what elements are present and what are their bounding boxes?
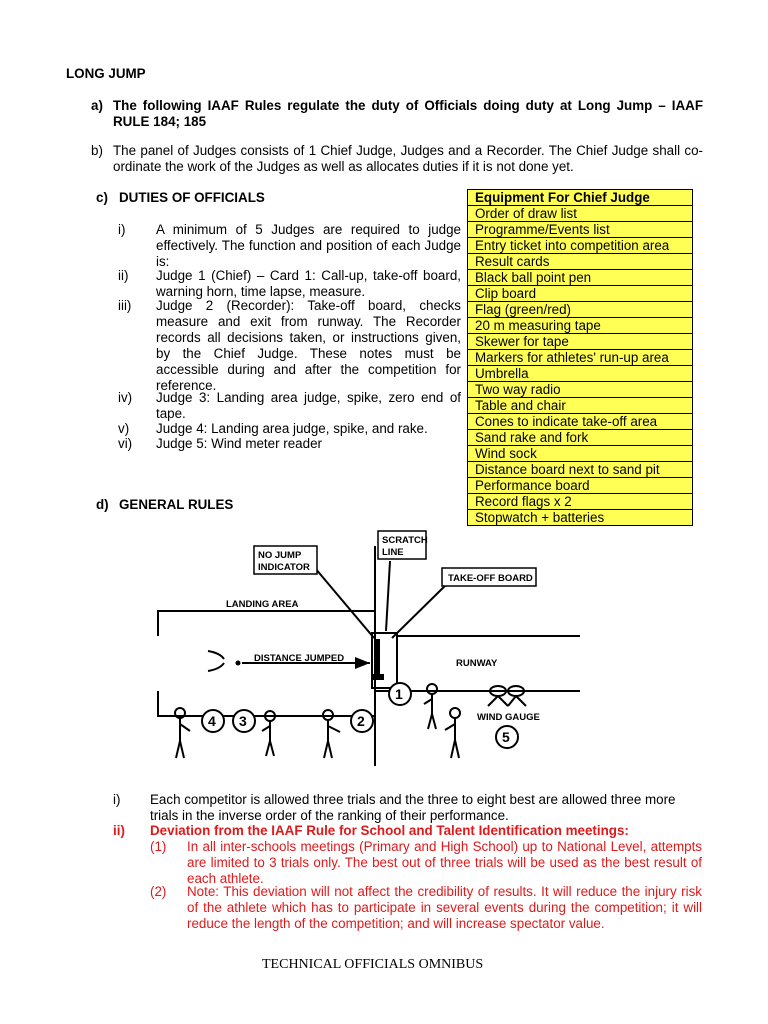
duty-num: v) — [118, 421, 130, 436]
landing-area-outline — [158, 611, 375, 636]
section-a-label: a) — [91, 98, 103, 113]
section-c-label: c) — [96, 190, 108, 205]
rule-ii-heading: Deviation from the IAAF Rule for School and Talent Identification meetings: — [150, 823, 629, 838]
judge-figure — [262, 711, 275, 756]
rule-sub-text: In all inter-schools meetings (Primary and High School) up to National Level, attempts are limited to 3 trials only. The best out of three trials will be used as the best result of each athlete. — [187, 839, 702, 886]
equipment-item: Stopwatch + batteries — [468, 510, 693, 526]
equipment-table — [467, 189, 693, 526]
plasticine-indicator — [374, 639, 380, 679]
duty-text: A minimum of 5 Judges are required to judge effectively. The function and position of each Judge is: — [156, 222, 461, 269]
equipment-item: Flag (green/red) — [468, 302, 693, 318]
equipment-item: 20 m measuring tape — [468, 318, 693, 334]
duty-text: Judge 5: Wind meter reader — [156, 436, 322, 451]
equipment-item: Table and chair — [468, 398, 693, 414]
equipment-item: Entry ticket into competition area — [468, 238, 693, 254]
no-jump-label: NO JUMP — [258, 550, 302, 561]
judge-3-number: 3 — [239, 713, 247, 729]
equipment-item: Two way radio — [468, 382, 693, 398]
duty-num: iv) — [118, 390, 133, 405]
judge-4-number: 4 — [208, 713, 216, 729]
general-rules-heading: GENERAL RULES — [119, 497, 234, 512]
equipment-item: Wind sock — [468, 446, 693, 462]
section-a-text: The following IAAF Rules regulate the duty of Officials doing duty at Long Jump – IAAF RULE 184; 185 — [113, 98, 703, 129]
svg-text:INDICATOR: INDICATOR — [258, 562, 310, 573]
rule-ii-num: ii) — [113, 823, 125, 838]
equipment-header: Equipment For Chief Judge — [468, 190, 693, 206]
equipment-item: Clip board — [468, 286, 693, 302]
section-b-label: b) — [91, 143, 103, 158]
duty-text: Judge 1 (Chief) – Card 1: Call-up, take-off board, warning horn, time lapse, measure. — [156, 268, 461, 299]
duty-num: iii) — [118, 298, 132, 313]
equipment-item: Distance board next to sand pit — [468, 462, 693, 478]
equipment-item: Umbrella — [468, 366, 693, 382]
equipment-item: Result cards — [468, 254, 693, 270]
page-title: LONG JUMP — [66, 66, 146, 81]
duty-num: i) — [118, 222, 126, 237]
rule-sub-text: Note: This deviation will not affect the credibility of results. It will reduce the injury risk of the athlete which has to participate in several events during the competition; it will reduce the length of the competition; and will increase spectator value. — [187, 884, 702, 931]
duty-text: Judge 3: Landing area judge, spike, zero end of tape. — [156, 390, 461, 421]
wind-gauge-icon — [488, 686, 526, 706]
duty-text: Judge 4: Landing area judge, spike, and rake. — [156, 421, 428, 436]
judge-1-number: 1 — [395, 686, 403, 702]
equipment-item: Record flags x 2 — [468, 494, 693, 510]
rule-i-num: i) — [113, 792, 121, 807]
section-b-text: The panel of Judges consists of 1 Chief Judge, Judges and a Recorder. The Chief Judge shall co-ordinate the work of the Judges as well as allocates duties if it is not done yet. — [113, 143, 703, 174]
equipment-item: Performance board — [468, 478, 693, 494]
rule-sub-num: (1) — [150, 839, 167, 854]
rule-i-text: Each competitor is allowed three trials and the three to eight best are allowed three more trials in the inverse order of the ranking of their performance. — [150, 792, 676, 823]
distance-jumped-label: DISTANCE JUMPED — [254, 653, 345, 664]
equipment-item: Cones to indicate take-off area — [468, 414, 693, 430]
equipment-item: Order of draw list — [468, 206, 693, 222]
equipment-item: Programme/Events list — [468, 222, 693, 238]
duties-heading: DUTIES OF OFFICIALS — [119, 190, 265, 205]
equipment-item: Sand rake and fork — [468, 430, 693, 446]
footer-text: TECHNICAL OFFICIALS OMNIBUS — [262, 957, 484, 972]
judge-figure — [323, 710, 340, 758]
judge-figure — [445, 708, 460, 758]
judge-5-number: 5 — [502, 729, 510, 745]
svg-text:LINE: LINE — [382, 547, 404, 558]
runway-label: RUNWAY — [456, 658, 498, 669]
wind-gauge-label: WIND GAUGE — [477, 712, 540, 723]
scratch-line-label: SCRATCH — [382, 535, 428, 546]
duty-num: ii) — [118, 268, 129, 283]
equipment-item: Black ball point pen — [468, 270, 693, 286]
section-d-label: d) — [96, 497, 109, 512]
equipment-item: Skewer for tape — [468, 334, 693, 350]
landing-area-label: LANDING AREA — [226, 599, 299, 610]
takeoff-board-label: TAKE-OFF BOARD — [448, 573, 533, 584]
duty-text: Judge 2 (Recorder): Take-off board, checks measure and exit from runway. The Recorder records all decisions taken, or instructions given, by the Chief Judge. These notes must be accessible during and after the competition for reference. — [156, 298, 461, 393]
equipment-item: Markers for athletes' run-up area — [468, 350, 693, 366]
long-jump-field-diagram — [150, 526, 580, 766]
duty-num: vi) — [118, 436, 133, 451]
rule-sub-num: (2) — [150, 884, 167, 899]
judge-2-number: 2 — [357, 713, 365, 729]
